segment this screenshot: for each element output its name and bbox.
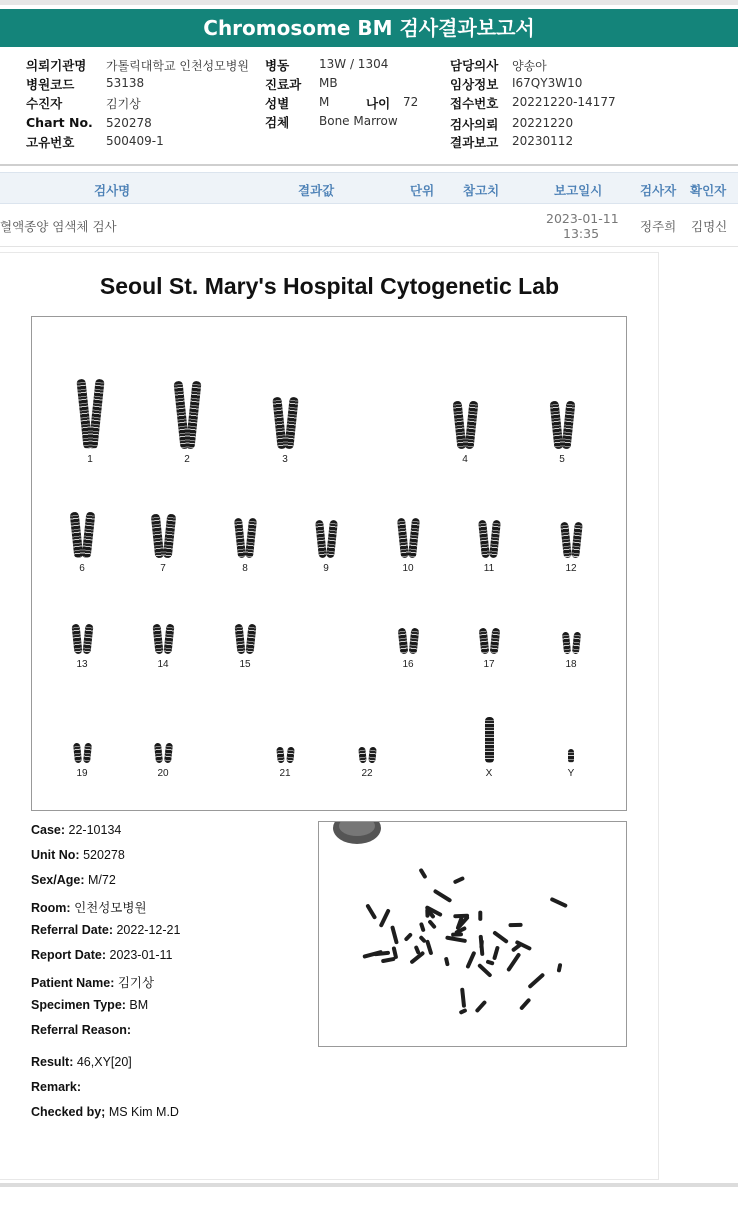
chromosome-label: 12	[565, 563, 577, 574]
chromosome-10-copy	[407, 518, 419, 559]
metaphase-chromosome	[444, 957, 450, 967]
metaphase-chromosome	[492, 946, 500, 961]
chromosome-12-copy	[560, 522, 572, 559]
chromosome-3-copy	[284, 397, 298, 450]
sex-age-field: Sex/Age: M/72	[31, 873, 116, 887]
chromosome-6	[52, 512, 112, 574]
info-value: 72	[403, 95, 419, 109]
metaphase-chromosome	[453, 876, 465, 885]
metaphase-chromosome	[465, 951, 476, 969]
chromosome-label: X	[485, 768, 493, 779]
chromosome-21-copy	[276, 747, 285, 764]
chromosome-6-copy	[69, 512, 83, 559]
patient-info-block	[0, 54, 738, 154]
remark-field: Remark:	[31, 1080, 82, 1094]
column-header: 결과값	[298, 183, 335, 198]
info-value: 양송아	[512, 59, 547, 73]
chromosome-12	[541, 522, 601, 574]
chromosome-2	[157, 381, 217, 465]
chromosome-7-copy	[162, 514, 176, 559]
chromosome-11-copy	[478, 520, 490, 559]
metaphase-chromosome	[418, 868, 427, 880]
chromosome-19	[52, 743, 112, 779]
top-divider	[0, 0, 738, 5]
report-title-bar	[0, 9, 738, 47]
tester-name: 정주희	[640, 219, 677, 234]
chromosome-17-copy	[489, 628, 500, 655]
metaphase-chromosome	[492, 930, 509, 944]
checked-by-field: Checked by; MS Kim M.D	[31, 1105, 179, 1119]
info-value: 53138	[106, 76, 145, 90]
column-header: 검사자	[640, 183, 677, 198]
chromosome-7-copy	[150, 514, 164, 559]
chromosome-label: 20	[157, 768, 169, 779]
info-value: Bone Marrow	[319, 114, 398, 128]
chromosome-5	[532, 401, 592, 465]
metaphase-chromosome	[519, 998, 531, 1011]
chromosome-5-copy	[561, 401, 575, 450]
chromosome-6-copy	[81, 512, 95, 559]
chromosome-10-copy	[396, 518, 408, 559]
bottom-divider	[0, 1183, 738, 1187]
info-label: 검체	[265, 115, 290, 130]
chromosome-3	[255, 397, 315, 465]
info-value: MB	[319, 76, 338, 90]
info-label: 고유번호	[26, 135, 75, 150]
section-divider	[0, 164, 738, 166]
chromosome-4-copy	[464, 401, 478, 450]
report-title: Chromosome BM 검사결과보고서	[203, 16, 535, 40]
chromosome-22-copy	[358, 747, 367, 764]
chromosome-2-copy	[185, 381, 201, 450]
metaphase-chromosome	[419, 922, 426, 932]
info-value: 20230112	[512, 134, 574, 148]
metaphase-spread	[319, 822, 627, 1047]
chromosome-17-copy	[478, 628, 489, 655]
info-value: 13W / 1304	[319, 57, 389, 71]
info-value: 가톨릭대학교 인천성모병원	[106, 59, 249, 73]
chromosome-21	[255, 747, 315, 779]
confirmer-name: 김명신	[691, 219, 728, 234]
metaphase-chromosome	[425, 939, 433, 955]
chromosome-label: 16	[402, 659, 414, 670]
chromosome-14-copy	[152, 624, 163, 655]
chromosome-label: 6	[79, 563, 85, 574]
info-label: 병원코드	[26, 77, 75, 92]
report-date: 2023-01-11	[546, 211, 619, 226]
chromosome-11-copy	[489, 520, 501, 559]
chromosome-1-copy	[88, 379, 104, 450]
chromosome-18-copy	[561, 632, 570, 655]
patient-name-field: Patient Name: 김기상	[31, 976, 155, 990]
referral-reason-field: Referral Reason:	[31, 1023, 132, 1037]
chromosome-X	[459, 717, 519, 779]
report-date-field: Report Date: 2023-01-11	[31, 948, 173, 962]
info-label: 나이	[366, 96, 391, 111]
chromosome-20-copy	[163, 743, 172, 764]
metaphase-chromosome	[365, 903, 377, 920]
chromosome-16-copy	[397, 628, 408, 655]
chromosome-label: 5	[559, 454, 565, 465]
specimen-type-field: Specimen Type: BM	[31, 998, 149, 1012]
chromosome-13-copy	[71, 624, 82, 655]
metaphase-chromosome	[550, 897, 568, 908]
metaphase-chromosome	[557, 963, 563, 973]
info-label: 성별	[265, 96, 290, 111]
chromosome-label: 2	[184, 454, 190, 465]
chromosome-13	[52, 624, 112, 670]
chromosome-19-copy	[82, 743, 91, 764]
table-row[interactable]	[0, 205, 738, 247]
chromosome-22	[337, 747, 397, 779]
chromosome-18-copy	[571, 632, 580, 655]
metaphase-chromosome	[362, 950, 383, 959]
unit-field: Unit No: 520278	[31, 848, 125, 862]
chromosome-15-copy	[234, 624, 245, 655]
chromosome-19-copy	[72, 743, 81, 764]
chromosome-15	[215, 624, 275, 670]
chromosome-label: 1	[87, 454, 93, 465]
chromosome-label: 11	[483, 563, 495, 574]
chromosome-20-copy	[153, 743, 162, 764]
metaphase-chromosome	[460, 988, 466, 1008]
metaphase-chromosome	[478, 911, 482, 921]
info-label: 임상정보	[450, 77, 499, 92]
metaphase-chromosome	[508, 923, 522, 927]
chromosome-label: Y	[567, 768, 575, 779]
chromosome-label: 9	[323, 563, 329, 574]
metaphase-chromosome	[451, 932, 463, 936]
chromosome-1	[60, 379, 120, 465]
chromosome-10	[378, 518, 438, 574]
metaphase-chromosome	[477, 963, 493, 978]
info-value: M	[319, 95, 330, 109]
info-value: 520278	[106, 116, 152, 130]
chromosome-4-copy	[452, 401, 466, 450]
chromosome-8	[215, 518, 275, 574]
metaphase-chromosome	[404, 932, 414, 942]
column-header: 검사명	[94, 183, 131, 198]
info-value: 김기상	[106, 97, 141, 111]
chromosome-label: 18	[565, 659, 577, 670]
chromosome-11	[459, 520, 519, 574]
chromosome-Y-copy	[568, 749, 574, 763]
info-label: 병동	[265, 58, 290, 73]
chromosome-4	[435, 401, 495, 465]
chromosome-label: 8	[242, 563, 248, 574]
chromosome-label: 13	[76, 659, 88, 670]
metaphase-chromosome	[427, 919, 437, 929]
case-field: Case: 22-10134	[31, 823, 122, 837]
info-label: Chart No.	[26, 115, 93, 130]
column-header: 단위	[410, 183, 435, 198]
chromosome-label: 17	[483, 659, 495, 670]
info-value: 20221220-14177	[512, 95, 616, 109]
chromosome-22-copy	[368, 747, 377, 764]
metaphase-chromosome	[479, 939, 484, 948]
chromosome-9	[296, 520, 356, 574]
chromosome-Y	[541, 749, 601, 779]
chromosome-17	[459, 628, 519, 670]
chromosome-16-copy	[408, 628, 419, 655]
info-label: 결과보고	[450, 135, 499, 150]
info-label: 접수번호	[450, 96, 499, 111]
column-header: 참고치	[463, 183, 500, 198]
metaphase-chromosome	[459, 1008, 468, 1015]
info-value: 20221220	[512, 116, 574, 130]
chromosome-5-copy	[549, 401, 563, 450]
chromosome-label: 10	[402, 563, 414, 574]
metaphase-chromosome	[527, 972, 545, 989]
test-name: 혈액종양 염색체 검사	[0, 219, 117, 234]
chromosome-9-copy	[315, 520, 327, 559]
lab-title: Seoul St. Mary's Hospital Cytogenetic Lab	[99, 273, 560, 299]
chromosome-label: 7	[160, 563, 166, 574]
chromosome-label: 15	[239, 659, 251, 670]
column-header: 보고일시	[554, 183, 603, 198]
referral-date-field: Referral Date: 2022-12-21	[31, 923, 181, 937]
info-label: 수진자	[26, 96, 63, 111]
chromosome-label: 22	[361, 768, 373, 779]
metaphase-chromosome	[390, 925, 399, 944]
chromosome-16	[378, 628, 438, 670]
chromosome-label: 19	[76, 768, 88, 779]
info-label: 담당의사	[450, 58, 499, 73]
column-header: 확인자	[690, 183, 727, 198]
metaphase-chromosome	[475, 1000, 488, 1014]
chromosome-label: 3	[282, 454, 288, 465]
chromosome-X-copy	[485, 717, 494, 763]
info-value: I67QY3W10	[512, 76, 583, 90]
chromosome-7	[133, 514, 193, 574]
metaphase-chromosome	[381, 957, 396, 964]
metaphase-chromosome	[485, 959, 494, 965]
chromosome-8-copy	[244, 518, 256, 559]
chromosome-13-copy	[82, 624, 93, 655]
chromosome-label: 4	[462, 454, 468, 465]
chromosome-9-copy	[326, 520, 338, 559]
chromosome-18	[541, 632, 601, 670]
info-label: 의뢰기관명	[26, 58, 87, 73]
chromosome-label: 14	[157, 659, 169, 670]
chromosome-21-copy	[286, 747, 295, 764]
report-time: 13:35	[563, 226, 600, 241]
results-table-header	[0, 172, 738, 204]
chromosome-8-copy	[233, 518, 245, 559]
metaphase-chromosome	[506, 952, 521, 972]
result-field: Result: 46,XY[20]	[31, 1055, 132, 1069]
room-field: Room: 인천성모병원	[31, 901, 147, 915]
metaphase-chromosome	[445, 935, 467, 943]
chromosome-14-copy	[163, 624, 174, 655]
karyogram-image	[31, 316, 627, 811]
chromosome-20	[133, 743, 193, 779]
metaphase-chromosome	[425, 908, 429, 917]
chromosome-14	[133, 624, 193, 670]
chromosome-label: 21	[279, 768, 291, 779]
metaphase-image	[318, 821, 627, 1047]
metaphase-chromosome	[433, 889, 453, 903]
chromosome-12-copy	[571, 522, 583, 559]
karyotype-report	[0, 252, 659, 1180]
info-label: 진료과	[265, 77, 302, 92]
metaphase-chromosome	[379, 908, 391, 928]
info-value: 500409-1	[106, 134, 164, 148]
info-label: 검사의뢰	[450, 117, 499, 132]
chromosome-15-copy	[245, 624, 256, 655]
